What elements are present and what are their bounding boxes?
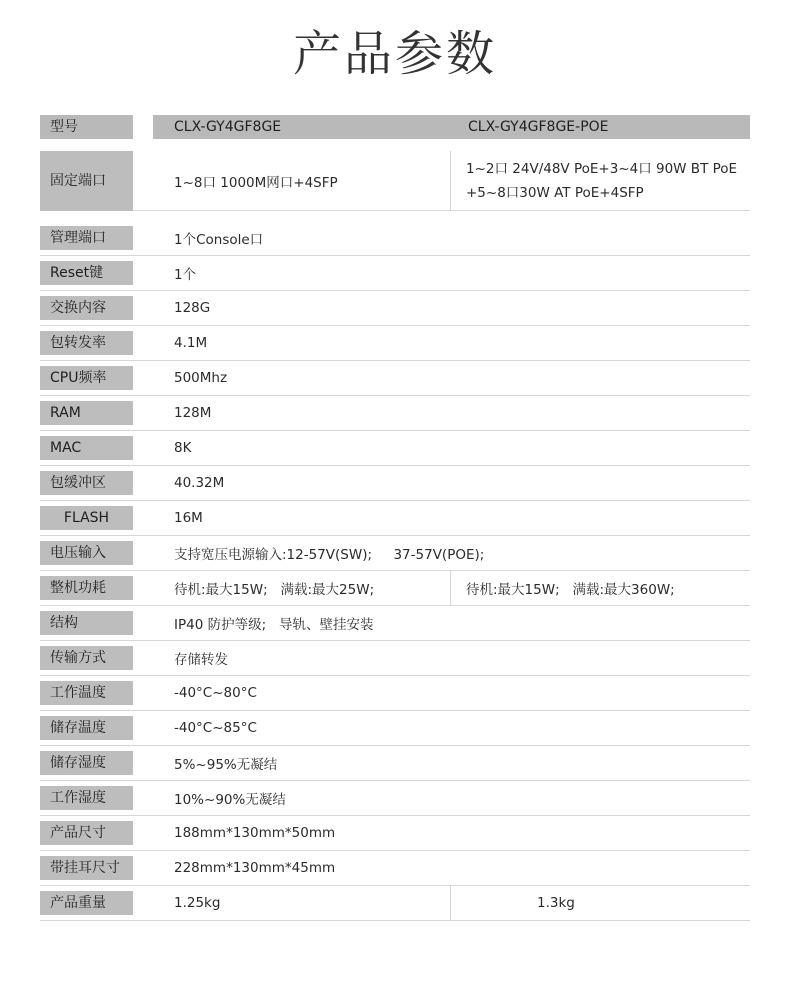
row-label: 结构 [40, 611, 133, 635]
row-value-a: 500Mhz [174, 370, 228, 386]
table-row-switching [40, 291, 750, 326]
row-label: FLASH [40, 506, 133, 530]
table-row-cpu [40, 361, 750, 396]
row-value-a: 5%~95%无凝结 [174, 757, 278, 773]
table-row-structure [40, 606, 750, 641]
table-row-weight [40, 886, 750, 921]
row-value-a: 16M [174, 510, 203, 526]
row-label: 包转发率 [40, 331, 133, 355]
row-label: 整机功耗 [40, 576, 133, 600]
row-value-a: -40°C~80°C [174, 685, 257, 701]
table-header-row [40, 115, 750, 139]
row-label: 产品重量 [40, 891, 133, 915]
table-row-op-temp [40, 676, 750, 711]
table-row-mac [40, 431, 750, 466]
table-row-reset [40, 256, 750, 291]
column-divider [450, 886, 451, 920]
table-row-mgmt-port [40, 221, 750, 256]
row-label: RAM [40, 401, 133, 425]
row-value-a: 228mm*130mm*45mm [174, 860, 336, 876]
table-row-dimensions-ears [40, 851, 750, 886]
row-value-a: IP40 防护等级; 导轨、壁挂安装 [174, 617, 374, 633]
row-value-a: 8K [174, 440, 192, 456]
table-row-flash [40, 501, 750, 536]
row-value-a: 支持宽压电源输入:12-57V(SW); 37-57V(POE); [174, 547, 485, 563]
row-value-a: 40.32M [174, 475, 225, 491]
row-label: 电压输入 [40, 541, 133, 565]
row-label: Reset键 [40, 261, 133, 285]
row-value-b-line1: 1~2口 24V/48V PoE+3~4口 90W BT PoE [466, 160, 738, 177]
table-row-forwarding [40, 326, 750, 361]
table-row-power [40, 571, 750, 606]
row-value-a: 1个 [174, 267, 197, 283]
header-gap [133, 115, 153, 139]
header-label: 型号 [40, 115, 133, 139]
table-row-dimensions [40, 816, 750, 851]
row-value-a: 188mm*130mm*50mm [174, 825, 336, 841]
table-row-op-humidity [40, 781, 750, 816]
row-label: 储存温度 [40, 716, 133, 740]
table-row-buffer [40, 466, 750, 501]
row-value-a: 10%~90%无凝结 [174, 792, 286, 808]
row-value-b [466, 157, 737, 205]
spec-table [40, 115, 750, 921]
row-value-b-line2: +5~8口30W AT PoE+4SFP [466, 184, 644, 201]
row-label: CPU频率 [40, 366, 133, 390]
header-model-b: CLX-GY4GF8GE-POE [468, 119, 609, 135]
row-value-a: 1.25kg [174, 895, 221, 911]
row-value-a: 1~8口 1000M网口+4SFP [174, 174, 338, 191]
row-label: 传输方式 [40, 646, 133, 670]
row-label: 交换内容 [40, 296, 133, 320]
row-label: 管理端口 [40, 226, 133, 250]
page-title: 产品参数 [292, 26, 497, 82]
table-row-voltage [40, 536, 750, 571]
row-value-a: 4.1M [174, 335, 208, 351]
row-value-b: 待机:最大15W; 满载:最大360W; [466, 582, 675, 598]
row-value-a: 128M [174, 405, 212, 421]
row-value-a: -40°C~85°C [174, 720, 257, 736]
row-label: 带挂耳尺寸 [40, 856, 133, 880]
header-model-a: CLX-GY4GF8GE [174, 119, 282, 135]
table-row-storage-temp [40, 711, 750, 746]
row-label: 包缓冲区 [40, 471, 133, 495]
row-value-a: 1个Console口 [174, 232, 264, 248]
table-row-transmission [40, 641, 750, 676]
column-divider [450, 571, 451, 605]
row-value-a: 待机:最大15W; 满载:最大25W; [174, 582, 375, 598]
table-row-storage-humidity [40, 746, 750, 781]
row-label: 储存湿度 [40, 751, 133, 775]
column-divider [450, 151, 451, 210]
table-row-fixed-ports [40, 151, 750, 211]
row-label: 工作温度 [40, 681, 133, 705]
row-value-b: 1.3kg [537, 895, 575, 911]
row-label: 工作湿度 [40, 786, 133, 810]
row-label: MAC [40, 436, 133, 460]
row-value-a: 128G [174, 300, 211, 316]
table-row-ram [40, 396, 750, 431]
row-value-a: 存储转发 [174, 652, 228, 668]
row-label: 产品尺寸 [40, 821, 133, 845]
row-label: 固定端口 [40, 151, 133, 211]
